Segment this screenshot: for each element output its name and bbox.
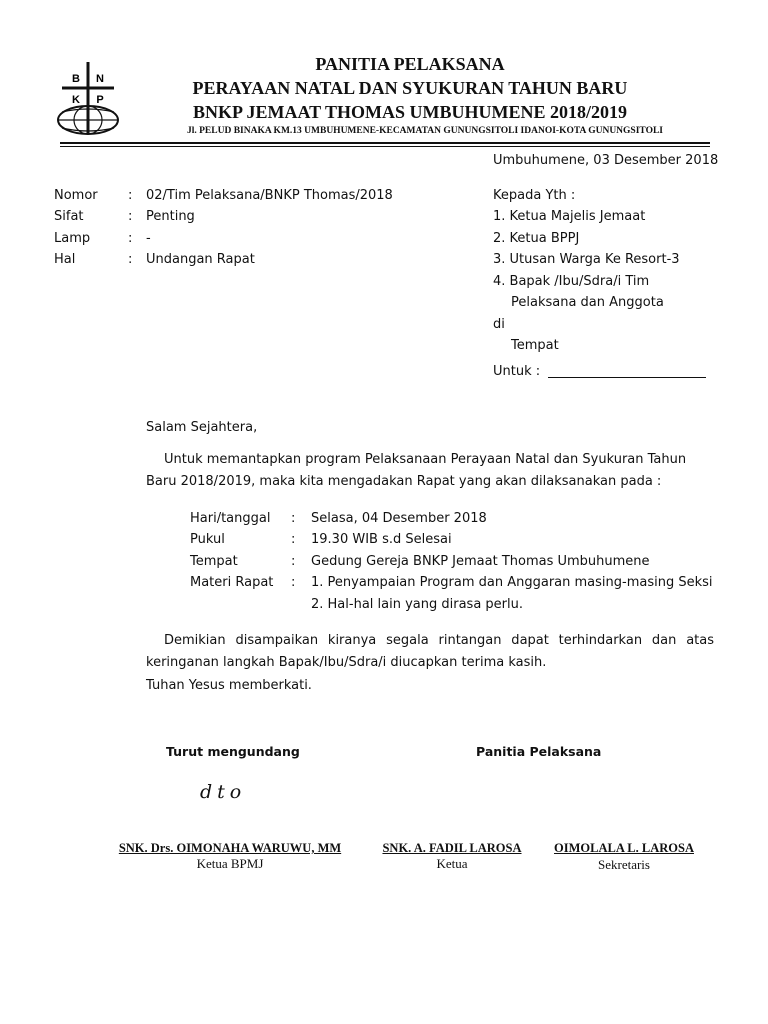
dto-mark: dto	[200, 781, 247, 803]
recipient-line: Tempat	[511, 338, 559, 353]
meta-label-nomor: Nomor	[54, 188, 98, 203]
untuk-label: Untuk :	[493, 364, 541, 379]
bnkp-logo-icon	[54, 58, 122, 140]
detail-value-hari: Selasa, 04 Desember 2018	[311, 511, 487, 526]
detail-label-pukul: Pukul	[190, 532, 225, 547]
recipient-line: 1. Ketua Majelis Jemaat	[493, 209, 646, 224]
detail-value-tempat: Gedung Gereja BNKP Jemaat Thomas Umbuhumene	[311, 554, 650, 569]
recipient-heading: Kepada Yth :	[493, 188, 576, 203]
recipient-line: di	[493, 317, 505, 332]
logo-letter-p: P	[96, 94, 104, 106]
recipient-line: 4. Bapak /Ibu/Sdra/i Tim	[493, 274, 650, 289]
greeting: Salam Sejahtera,	[146, 420, 258, 435]
signer-name-sekretaris: OIMOLALA L. LAROSA	[554, 841, 694, 855]
meta-sep: :	[128, 188, 133, 203]
header-title-line2: PERAYAAN NATAL DAN SYUKURAN TAHUN BARU	[192, 78, 628, 98]
recipient-line: 3. Utusan Warga Ke Resort-3	[493, 252, 680, 267]
meta-sep: :	[128, 252, 133, 267]
detail-label-tempat: Tempat	[190, 554, 238, 569]
closing-paragraph: Demikian disampaikan kiranya segala rintangan dapat terhindarkan dan atas keringanan langkah Bapak/Ibu/Sdra/i diucapkan terima kasih.	[146, 633, 714, 670]
meta-value-lamp: -	[146, 231, 151, 246]
detail-sep: :	[291, 554, 296, 569]
meta-value-sifat: Penting	[146, 209, 195, 224]
meta-sep: :	[128, 209, 133, 224]
signature-heading-right: Panitia Pelaksana	[476, 744, 602, 759]
signer-role-ketua-bpmj: Ketua BPMJ	[196, 856, 264, 871]
detail-value-materi-extra: 2. Hal-hal lain yang dirasa perlu.	[311, 597, 523, 612]
signature-heading-left: Turut mengundang	[166, 744, 300, 759]
detail-sep: :	[291, 532, 296, 547]
detail-sep: :	[291, 511, 296, 526]
recipient-line: Pelaksana dan Anggota	[511, 295, 664, 310]
meta-label-lamp: Lamp	[54, 231, 91, 246]
signer-name-ketua-bpmj: SNK. Drs. OIMONAHA WARUWU, MM	[118, 841, 342, 855]
header-title-line1: PANITIA PELAKSANA	[315, 54, 505, 74]
logo-letter-b: B	[72, 73, 80, 85]
untuk-blank-line	[548, 377, 706, 378]
detail-label-materi: Materi Rapat	[190, 575, 274, 590]
meta-label-sifat: Sifat	[54, 209, 84, 224]
meta-value-hal: Undangan Rapat	[146, 252, 255, 267]
place-date: Umbuhumene, 03 Desember 2018	[493, 153, 719, 168]
signer-role-ketua: Ketua	[436, 856, 468, 871]
blessing: Tuhan Yesus memberkati.	[146, 678, 312, 693]
logo-letter-n: N	[96, 73, 104, 85]
header-rule-thin	[60, 146, 710, 147]
detail-value-pukul: 19.30 WIB s.d Selesai	[311, 532, 452, 547]
header-rule-thick	[60, 142, 710, 144]
header-title-line3: BNKP JEMAAT THOMAS UMBUHUMENE 2018/2019	[192, 102, 628, 122]
detail-sep: :	[291, 575, 296, 590]
detail-value-materi: 1. Penyampaian Program dan Anggaran masing-masing Seksi	[311, 575, 713, 590]
meta-value-nomor: 02/Tim Pelaksana/BNKP Thomas/2018	[146, 188, 393, 203]
signer-role-sekretaris: Sekretaris	[598, 857, 650, 872]
meta-label-hal: Hal	[54, 252, 76, 267]
signer-name-ketua: SNK. A. FADIL LAROSA	[382, 841, 522, 855]
intro-paragraph: Untuk memantapkan program Pelaksanaan Perayaan Natal dan Syukuran Tahun Baru 2018/2019, maka kita mengadakan Rapat yang akan dilaksanakan pada :	[146, 452, 687, 489]
detail-label-hari: Hari/tanggal	[190, 511, 271, 526]
meta-sep: :	[128, 231, 133, 246]
header-address: Jl. PELUD BINAKA KM.13 UMBUHUMENE-KECAMATAN GUNUNGSITOLI IDANOI-KOTA GUNUNGSITOLI	[186, 126, 663, 136]
letterhead	[0, 0, 768, 150]
recipient-line: 2. Ketua BPPJ	[493, 231, 580, 246]
logo-letter-k: K	[72, 94, 80, 106]
